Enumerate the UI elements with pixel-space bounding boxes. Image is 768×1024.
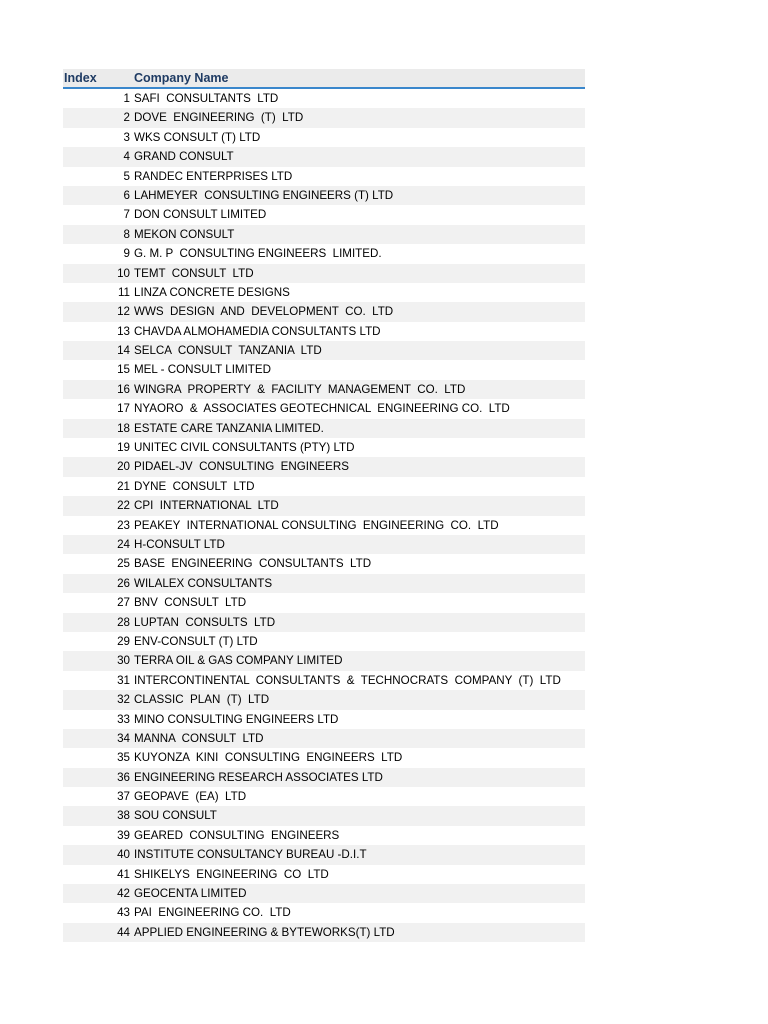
table-row (63, 729, 585, 748)
row-index: 2 (123, 111, 130, 125)
row-index: 42 (117, 887, 130, 901)
row-company-name: MEKON CONSULT (134, 227, 235, 241)
row-index: 18 (117, 421, 130, 435)
table-row (63, 225, 585, 244)
row-company-name: CHAVDA ALMOHAMEDIA CONSULTANTS LTD (134, 324, 381, 338)
row-company-name: LAHMEYER CONSULTING ENGINEERS (T) LTD (134, 188, 394, 202)
row-company-name: APPLIED ENGINEERING & BYTEWORKS(T) LTD (134, 925, 395, 939)
table-row (63, 360, 585, 379)
table-row (63, 671, 585, 690)
row-company-name: DOVE ENGINEERING (T) LTD (134, 111, 304, 125)
row-index: 11 (117, 285, 130, 299)
row-company-name: MEL - CONSULT LIMITED (134, 363, 271, 377)
table-row (63, 283, 585, 302)
row-company-name: CPI INTERNATIONAL LTD (134, 499, 279, 513)
row-company-name: INSTITUTE CONSULTANCY BUREAU -D.I.T (134, 848, 367, 862)
row-index: 34 (117, 731, 130, 745)
table-row (63, 167, 585, 186)
row-index: 36 (117, 770, 130, 784)
row-index: 32 (117, 693, 130, 707)
row-company-name: ESTATE CARE TANZANIA LIMITED. (134, 421, 324, 435)
table-row (63, 923, 585, 942)
row-index: 20 (117, 460, 130, 474)
row-index: 5 (123, 169, 130, 183)
row-company-name: BNV CONSULT LTD (134, 596, 247, 610)
table-row (63, 147, 585, 166)
row-index: 25 (117, 557, 130, 571)
row-company-name: PAI ENGINEERING CO. LTD (134, 906, 291, 920)
row-company-name: WKS CONSULT (T) LTD (134, 130, 261, 144)
row-index: 21 (117, 479, 130, 493)
row-index: 30 (117, 654, 130, 668)
table-row (63, 535, 585, 554)
row-company-name: GEARED CONSULTING ENGINEERS (134, 828, 340, 842)
row-index: 14 (117, 344, 130, 358)
row-index: 33 (117, 712, 130, 726)
row-index: 29 (117, 634, 130, 648)
row-index: 22 (117, 499, 130, 513)
row-company-name: MANNA CONSULT LTD (134, 731, 264, 745)
row-index: 13 (117, 324, 130, 338)
table-body (63, 89, 585, 942)
row-company-name: LINZA CONCRETE DESIGNS (134, 285, 290, 299)
row-index: 8 (123, 227, 130, 241)
row-company-name: NYAORO & ASSOCIATES GEOTECHNICAL ENGINEERING CO. LTD (134, 402, 510, 416)
row-company-name: WWS DESIGN AND DEVELOPMENT CO. LTD (134, 305, 394, 319)
table-row (63, 419, 585, 438)
table-row (63, 89, 585, 108)
row-company-name: SAFI CONSULTANTS LTD (134, 92, 279, 105)
table-row (63, 128, 585, 147)
table-row (63, 903, 585, 922)
table-row (63, 554, 585, 573)
table-row (63, 264, 585, 283)
table-row (63, 748, 585, 767)
row-index: 35 (117, 751, 130, 765)
table-row (63, 438, 585, 457)
row-index: 28 (117, 615, 130, 629)
row-company-name: G. M. P CONSULTING ENGINEERS LIMITED. (134, 247, 382, 261)
row-company-name: TEMT CONSULT LTD (134, 266, 254, 280)
row-company-name: WINGRA PROPERTY & FACILITY MANAGEMENT CO. LTD (134, 382, 466, 396)
row-index: 38 (117, 809, 130, 823)
table-row (63, 496, 585, 515)
row-company-name: RANDEC ENTERPRISES LTD (134, 169, 293, 183)
table-row (63, 457, 585, 476)
row-company-name: SOU CONSULT (134, 809, 217, 823)
row-company-name: UNITEC CIVIL CONSULTANTS (PTY) LTD (134, 441, 355, 455)
row-company-name: PIDAEL-JV CONSULTING ENGINEERS (134, 460, 349, 474)
row-index: 3 (123, 130, 130, 144)
row-index: 39 (117, 828, 130, 842)
table-row (63, 787, 585, 806)
row-index: 17 (117, 402, 130, 416)
row-company-name: GRAND CONSULT (134, 150, 234, 164)
row-index: 27 (117, 596, 130, 610)
row-company-name: INTERCONTINENTAL CONSULTANTS & TECHNOCRATS COMPANY (T) LTD (134, 673, 561, 687)
row-index: 43 (117, 906, 130, 920)
row-index: 23 (117, 518, 130, 532)
table-row (63, 244, 585, 263)
table-row (63, 205, 585, 224)
row-company-name: LUPTAN CONSULTS LTD (134, 615, 276, 629)
table-row (63, 865, 585, 884)
row-company-name: TERRA OIL & GAS COMPANY LIMITED (134, 654, 343, 668)
index-column-header: Index (64, 71, 97, 85)
row-company-name: BASE ENGINEERING CONSULTANTS LTD (134, 557, 372, 571)
row-company-name: CLASSIC PLAN (T) LTD (134, 693, 270, 707)
company-name-column-header: Company Name (134, 71, 229, 85)
row-company-name: SELCA CONSULT TANZANIA LTD (134, 344, 322, 358)
table-row (63, 710, 585, 729)
table-row (63, 322, 585, 341)
table-row (63, 108, 585, 127)
table-row (63, 477, 585, 496)
row-index: 41 (117, 867, 130, 881)
row-company-name: GEOPAVE (EA) LTD (134, 790, 247, 804)
row-index: 19 (117, 441, 130, 455)
row-company-name: MINO CONSULTING ENGINEERS LTD (134, 712, 339, 726)
row-company-name: KUYONZA KINI CONSULTING ENGINEERS LTD (134, 751, 403, 765)
row-index: 7 (123, 208, 130, 222)
table-row (63, 768, 585, 787)
row-company-name: DON CONSULT LIMITED (134, 208, 267, 222)
table-row (63, 593, 585, 612)
row-company-name: GEOCENTA LIMITED (134, 887, 247, 901)
table-row (63, 632, 585, 651)
table-row (63, 806, 585, 825)
table-row (63, 380, 585, 399)
row-company-name: WILALEX CONSULTANTS (134, 576, 273, 590)
row-company-name: H-CONSULT LTD (134, 537, 225, 551)
table-row (63, 186, 585, 205)
row-index: 44 (117, 925, 130, 939)
table-row (63, 651, 585, 670)
row-index: 6 (123, 188, 130, 202)
table-row (63, 884, 585, 903)
row-index: 10 (117, 266, 130, 280)
row-company-name: SHIKELYS ENGINEERING CO LTD (134, 867, 329, 881)
table-row (63, 690, 585, 709)
company-table (63, 69, 585, 942)
table-row (63, 302, 585, 321)
table-row (63, 574, 585, 593)
row-index: 1 (123, 92, 130, 105)
row-company-name: DYNE CONSULT LTD (134, 479, 255, 493)
row-company-name: PEAKEY INTERNATIONAL CONSULTING ENGINEERING CO. LTD (134, 518, 499, 532)
table-row (63, 613, 585, 632)
table-row (63, 826, 585, 845)
row-index: 9 (123, 247, 130, 261)
table-row (63, 845, 585, 864)
row-index: 4 (123, 150, 130, 164)
row-company-name: ENGINEERING RESEARCH ASSOCIATES LTD (134, 770, 383, 784)
row-index: 40 (117, 848, 130, 862)
row-index: 24 (117, 537, 130, 551)
row-index: 31 (117, 673, 130, 687)
row-index: 16 (117, 382, 130, 396)
row-index: 26 (117, 576, 130, 590)
table-row (63, 516, 585, 535)
row-index: 12 (117, 305, 130, 319)
table-header (63, 69, 585, 89)
row-company-name: ENV-CONSULT (T) LTD (134, 634, 258, 648)
row-index: 37 (117, 790, 130, 804)
table-row (63, 399, 585, 418)
row-index: 15 (117, 363, 130, 377)
table-row (63, 341, 585, 360)
